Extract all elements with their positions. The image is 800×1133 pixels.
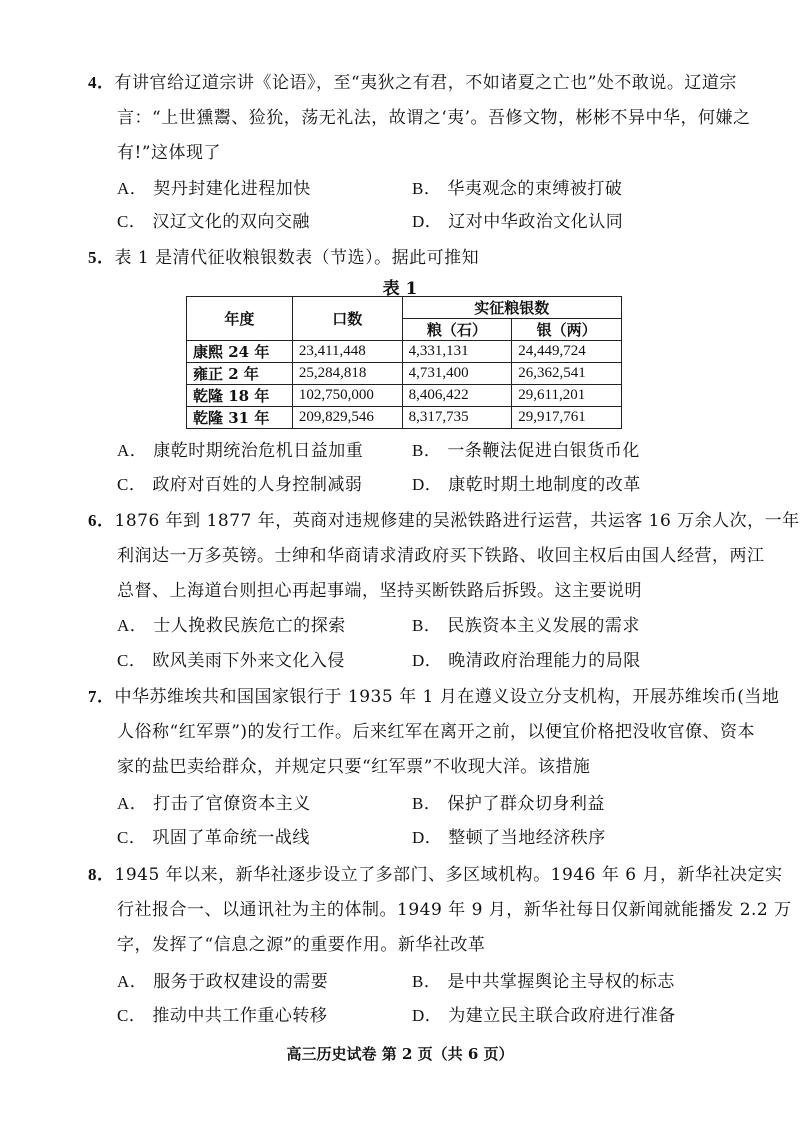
cell-grain: 4,731,400 [402,363,512,385]
question-6-line-2: 利润达一万多英镑。士绅和华商请求清政府买下铁路、收回主权后由国人经营，两江 [117,546,765,566]
question-6-line-1: 6．1876 年到 1877 年，英商对违规修建的吴淞铁路进行运营，共运客 16 万余人次，一年 [88,511,800,531]
question-4-option-a[interactable]: A． 契丹封建化进程加快 [117,179,311,199]
question-7-option-a[interactable]: A． 打击了官僚资本主义 [117,794,311,814]
cell-population: 102,750,000 [292,385,402,407]
question-7-option-c[interactable]: C． 巩固了革命统一战线 [117,828,310,848]
question-4-option-b[interactable]: B． 华夷观念的束缚被打破 [412,179,623,199]
cell-silver: 29,611,201 [512,385,622,407]
table-row [187,363,622,385]
question-8-number: 8． [88,865,115,884]
cell-population: 25,284,818 [292,363,402,385]
table-row [187,385,622,407]
question-5-number: 5． [88,248,115,267]
cell-grain: 8,317,735 [402,407,512,429]
table-caption: 表 1 [382,279,418,299]
question-4-line-1: 4．有讲官给辽道宗讲《论语》，至“夷狄之有君，不如诸夏之亡也”处不敢说。辽道宗 [88,73,737,93]
table-header-row [187,297,622,319]
cell-year: 乾隆 31 年 [187,407,293,429]
cell-silver: 26,362,541 [512,363,622,385]
question-5-line-1: 5．表 1 是清代征收粮银数表（节选）。据此可推知 [88,248,480,268]
table-row [187,341,622,363]
question-6-line-3: 总督、上海道台则担心再起事端，坚持买断铁路后拆毁。这主要说明 [117,581,642,601]
grain-silver-table [186,296,622,429]
question-6-option-d[interactable]: D． 晚清政府治理能力的局限 [412,651,641,671]
header-year: 年度 [187,297,293,341]
question-4-number: 4． [88,73,115,92]
cell-grain: 4,331,131 [402,341,512,363]
question-6-number: 6． [88,511,115,530]
header-group: 实征粮银数 [402,297,621,319]
header-population: 口数 [292,297,402,341]
cell-population: 23,411,448 [292,341,402,363]
question-4-option-d[interactable]: D． 辽对中华政治文化认同 [412,212,624,232]
question-8-line-2: 行社报合一、以通讯社为主的体制。1949 年 9 月，新华社每日仅新闻就能播发 2.2 万 [117,900,792,920]
cell-year: 乾隆 18 年 [187,385,293,407]
question-5-option-a[interactable]: A． 康乾时期统治危机日益加重 [117,441,364,461]
question-5-option-b[interactable]: B． 一条鞭法促进白银货币化 [412,441,640,461]
question-4-line-3: 有!”这体现了 [117,143,222,163]
cell-year: 康熙 24 年 [187,341,293,363]
cell-population: 209,829,546 [292,407,402,429]
question-8-option-c[interactable]: C． 推动中共工作重心转移 [117,1006,328,1026]
header-silver: 银（两） [512,319,622,341]
page-footer: 高三历史试卷 第 2 页（共 6 页） [286,1045,514,1063]
header-grain: 粮（石） [402,319,512,341]
question-7-option-b[interactable]: B． 保护了群众切身利益 [412,794,605,814]
question-4-option-c[interactable]: C． 汉辽文化的双向交融 [117,212,310,232]
question-8-line-1: 8．1945 年以来，新华社逐步设立了多部门、多区域机构。1946 年 6 月，新华社决定实 [88,865,783,885]
question-6-option-b[interactable]: B． 民族资本主义发展的需求 [412,616,640,636]
question-7-option-d[interactable]: D． 整顿了当地经济秩序 [412,828,606,848]
question-5-option-d[interactable]: D． 康乾时期土地制度的改革 [412,475,641,495]
question-8-line-3: 字，发挥了“信息之源”的重要作用。新华社改革 [117,935,486,955]
question-7-line-3: 家的盐巴卖给群众，并规定只要“红军票”不收现大洋。该措施 [117,757,591,777]
question-5-option-c[interactable]: C． 政府对百姓的人身控制减弱 [117,475,363,495]
question-8-option-a[interactable]: A． 服务于政权建设的需要 [117,972,329,992]
question-7-number: 7． [88,687,115,706]
question-8-option-d[interactable]: D． 为建立民主联合政府进行准备 [412,1006,676,1026]
cell-grain: 8,406,422 [402,385,512,407]
table-row [187,407,622,429]
cell-silver: 24,449,724 [512,341,622,363]
question-7-line-2: 人俗称“红军票”)的发行工作。后来红军在离开之前，以便宜价格把没收官僚、资本 [117,722,756,742]
question-6-option-a[interactable]: A． 士人挽救民族危亡的探索 [117,616,346,636]
question-6-option-c[interactable]: C． 欧风美雨下外来文化入侵 [117,651,345,671]
question-8-option-b[interactable]: B． 是中共掌握舆论主导权的标志 [412,972,675,992]
cell-year: 雍正 2 年 [187,363,293,385]
cell-silver: 29,917,761 [512,407,622,429]
question-4-line-2: 言：“上世獯鬻、猃狁，荡无礼法，故谓之‘夷’。吾修文物，彬彬不异中华，何嫌之 [117,108,751,128]
question-7-line-1: 7．中华苏维埃共和国国家银行于 1935 年 1 月在遵义设立分支机构，开展苏维埃币(当地 [88,687,780,707]
